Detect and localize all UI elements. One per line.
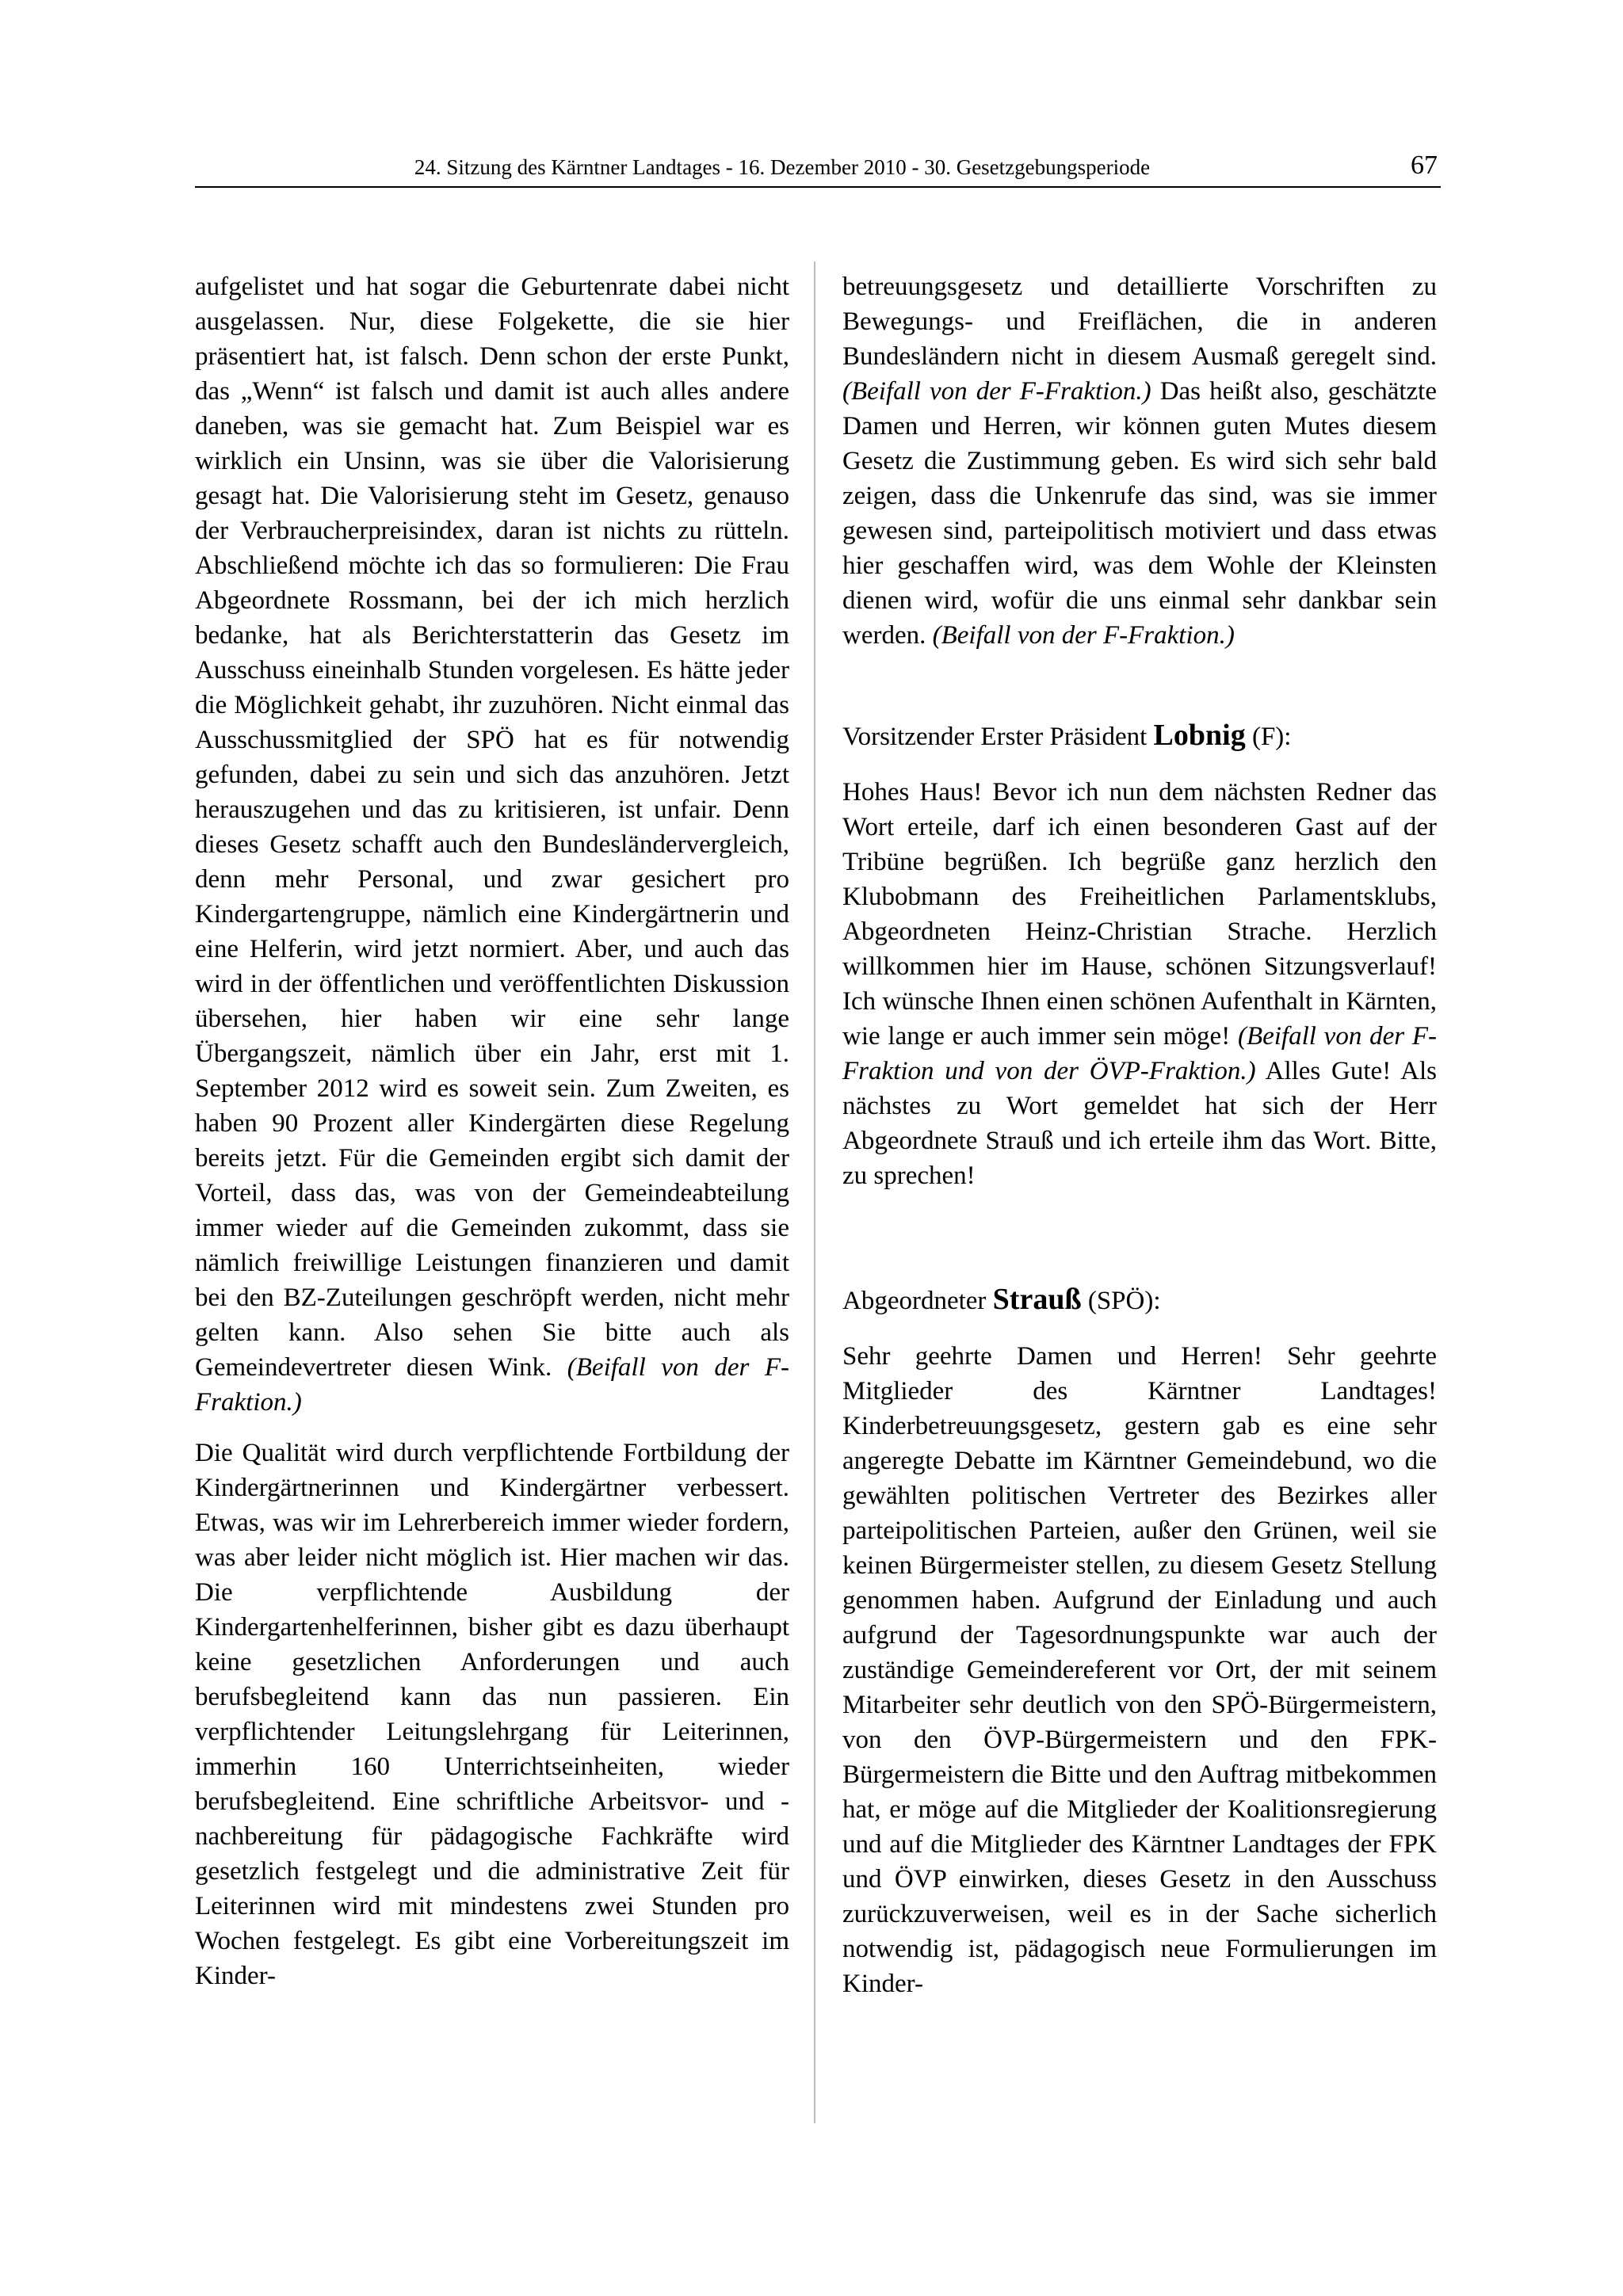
paragraph-text: Das heißt also, geschätzte Damen und Herren, wir können guten Mutes diesem Gesetz die Zustimmung geben. Es wird sich sehr bald zeigen, dass die Unkenrufe das sind, was sie immer gewesen sind, parteipolitisch motiviert und dass etwas hier geschaffen wird, was dem Wohle der Kleinsten dienen wird, wofür die uns einmal sehr dankbar sein werden. — [842, 377, 1437, 650]
applause-note: (Beifall von der F-Fraktion.) — [842, 377, 1151, 406]
page-number: 67 — [1411, 151, 1438, 180]
paragraph — [842, 775, 1437, 1193]
paragraph — [195, 269, 789, 1420]
right-column — [842, 269, 1437, 2001]
speaker-name: Lobnig — [1153, 719, 1246, 752]
paragraph-text: betreuungsgesetz und detaillierte Vorschriften zu Bewegungs- und Freiflächen, die in anderen Bundesländern nicht in diesem Ausmaß geregelt sind. — [842, 273, 1437, 371]
speaker-title: Abgeordneter — [842, 1287, 993, 1315]
speaker-heading — [842, 1282, 1437, 1318]
speaker-title: Vorsitzender Erster Präsident — [842, 723, 1154, 751]
paragraph — [842, 269, 1437, 653]
paragraph-text: Hohes Haus! Bevor ich nun dem nächsten Redner das Wort erteile, darf ich einen besonderen Gast auf der Tribüne begrüßen. Ich begrüße ganz herzlich den Klubobmann des Freiheitlichen Parlamentsklubs, Abgeordneten Heinz-Christian Strache. Herzlich willkommen hier im Hause, schönen Sitzungsverlauf! Ich wünsche Ihnen einen schönen Aufenthalt in Kärnten, wie lange er auch immer sein möge! — [842, 778, 1437, 1051]
speaker-party: (SPÖ): — [1081, 1287, 1161, 1315]
page-header — [195, 151, 1441, 188]
speaker-party: (F): — [1245, 723, 1292, 751]
header-title: 24. Sitzung des Kärntner Landtages - 16. Dezember 2010 - 30. Gesetzgebungsperiode — [414, 155, 1151, 179]
paragraph-text: Alles Gute! Als nächstes zu Wort gemeldet hat sich der Herr Abgeordnete Strauß und ich erteile ihm das Wort. Bitte, zu sprechen! — [842, 1057, 1437, 1190]
paragraph-text: aufgelistet und hat sogar die Geburtenrate dabei nicht ausgelassen. Nur, diese Folgekette, die sie hier präsentiert hat, ist falsch. Denn schon der erste Punkt, das „Wenn“ ist falsch und damit ist auch alles andere daneben, was sie gemacht hat. Zum Beispiel war es wirklich ein Unsinn, was sie über die Valorisierung gesagt hat. Die Valorisierung steht im Gesetz, genauso der Verbraucherpreisindex, daran ist nichts zu rütteln. Abschließend möchte ich das so formulieren: Die Frau Abgeordnete Rossmann, bei der ich mich herzlich bedanke, hat als Berichterstatterin das Gesetz im Ausschuss eineinhalb Stunden vorgelesen. Es hätte jeder die Möglichkeit gehabt, ihr zuzuhören. Nicht einmal das Ausschussmitglied der SPÖ hat es für notwendig gefunden, dabei zu sein und sich das anzuhören. Jetzt herauszugehen und das zu kritisieren, ist unfair. Denn dieses Gesetz schafft auch den Bundesländervergleich, denn mehr Personal, und zwar gesichert pro Kindergartengruppe, nämlich eine Kindergärtnerin und eine Helferin, wird jetzt normiert. Aber, und auch das wird in der öffentlichen und veröffentlichten Diskussion übersehen, hier haben wir eine sehr lange Übergangszeit, nämlich über ein Jahr, erst mit 1. September 2012 wird es soweit sein. Zum Zweiten, es haben 90 Prozent aller Kindergärten diese Regelung bereits jetzt. Für die Gemeinden ergibt sich damit der Vorteil, dass das, was von der Gemeindeabteilung immer wieder auf die Gemeinden zukommt, dass sie nämlich freiwillige Leistungen finanzieren und damit bei den BZ-Zuteilungen geschröpft werden, nicht mehr gelten kann. Also sehen Sie bitte auch als Gemeindevertreter diesen Wink. — [195, 273, 789, 1382]
applause-note: (Beifall von der F-Fraktion und von der ÖVP-Fraktion.) — [842, 1022, 1437, 1085]
speaker-name: Strauß — [992, 1283, 1082, 1316]
left-column — [195, 269, 789, 1993]
applause-note: (Beifall von der F-Fraktion.) — [932, 621, 1235, 650]
applause-note: (Beifall von der F-Fraktion.) — [195, 1353, 789, 1417]
speaker-heading — [842, 718, 1437, 754]
column-divider — [814, 261, 815, 2123]
paragraph: Sehr geehrte Damen und Herren! Sehr geehrte Mitglieder des Kärntner Landtages! Kinderbetreuungsgesetz, gestern gab es eine sehr angeregte Debatte im Kärntner Gemeindebund, wo die gewählten politischen Vertreter des Bezirkes aller parteipolitischen Parteien, außer den Grünen, weil sie keinen Bürgermeister stellen, zu diesem Gesetz Stellung genommen haben. Aufgrund der Einladung und auch aufgrund der Tagesordnungspunkte war auch der zuständige Gemeindereferent vor Ort, der mit seinem Mitarbeiter sehr deutlich von den SPÖ-Bürgermeistern, von den ÖVP-Bürgermeistern und den FPK-Bürgermeistern die Bitte und den Auftrag mitbekommen hat, er möge auf die Mitglieder der Koalitionsregierung und auf die Mitglieder des Kärntner Landtages der FPK und ÖVP einwirken, dieses Gesetz in den Ausschuss zurückzuverweisen, weil es in der Sache sicherlich notwendig ist, pädagogisch neue Formulierungen im Kinder- — [842, 1342, 1437, 1998]
paragraph: Die Qualität wird durch verpflichtende Fortbildung der Kindergärtnerinnen und Kindergärtner verbessert. Etwas, was wir im Lehrerbereich immer wieder fordern, was aber leider nicht möglich ist. Hier machen wir das. Die verpflichtende Ausbildung der Kindergartenhelferinnen, bisher gibt es dazu überhaupt keine gesetzlichen Anforderungen und auch berufsbegleitend kann das nun passieren. Ein verpflichtender Leitungslehrgang für Leiterinnen, immerhin 160 Unterrichtseinheiten, wieder berufsbegleitend. Eine schriftliche Arbeitsvor- und -nachbereitung für pädagogische Fachkräfte wird gesetzlich festgelegt und die administrative Zeit für Leiterinnen wird mit mindestens zwei Stunden pro Wochen festgelegt. Es gibt eine Vorbereitungszeit im Kinder- — [195, 1439, 789, 1990]
